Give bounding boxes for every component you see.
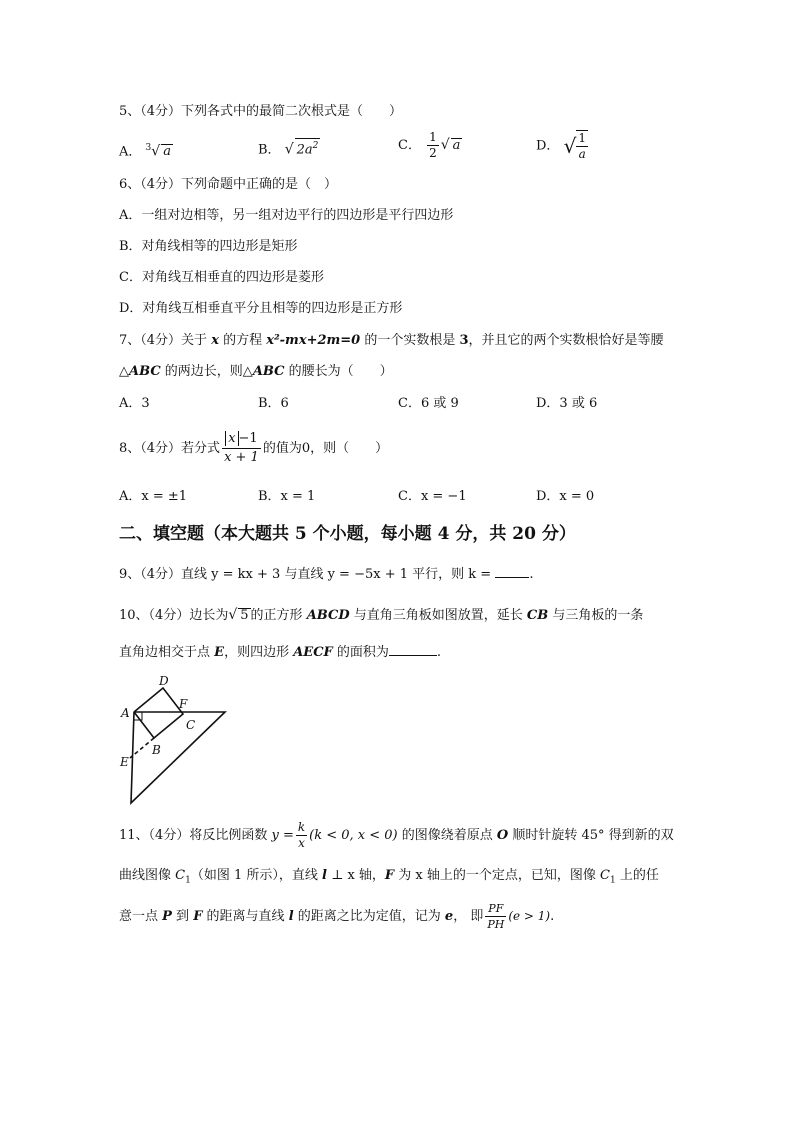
radical-sign: √ — [151, 143, 161, 160]
section-heading: 二、填空题（本大题共 5 个小题，每小题 4 分，共 20 分） — [119, 524, 576, 544]
q5-option-d: D． √ $\frac{1}{a}$ — [536, 131, 586, 161]
radical-sign: √ — [440, 137, 450, 153]
q10-stem-line2: 直角边相交于点 E，则四边形 AECF 的面积为 . — [119, 645, 442, 660]
q6-number: 6、（4分） — [119, 177, 182, 192]
q6-option-d: D．对角线互相垂直平分且相等的四边形是正方形 — [119, 301, 403, 316]
square-abcd — [134, 688, 183, 738]
label-b: B — [152, 743, 161, 757]
q8-option-c: C．x = −1 — [398, 489, 467, 504]
q6-option-c: C．对角线互相垂直的四边形是菱形 — [119, 270, 324, 285]
q6-text: 下列命题中正确的是（ ） — [181, 177, 338, 192]
q5-b-radicand: 2a — [296, 142, 313, 158]
q7-stem-line1: 7、（4分）关于 x 的方程 x²-mx+2m=0 的一个实数根是 3，并且它的两个实数根恰好是等腰 — [119, 333, 664, 348]
label-f: F — [179, 697, 188, 711]
q5-a-radicand: a — [163, 144, 171, 160]
q7-equation: x²-mx+2m=0 — [266, 333, 361, 348]
q10-radicand: 5 — [240, 608, 249, 623]
label-c: C — [186, 718, 196, 732]
q5-d-fraction: $\frac{1}{a}$ — [578, 131, 586, 161]
q8-option-d: D．x = 0 — [536, 489, 595, 504]
q7-option-c: C．6 或 9 — [398, 396, 459, 411]
q8-stem: 8、（4分）若分式 $\frac{x -1}{x + 1}$ 的值为0，则（ ） — [119, 431, 389, 465]
label-d: D — [159, 674, 169, 688]
q7-option-d: D．3 或 6 — [536, 396, 598, 411]
q6-option-b: B．对角线相等的四边形是矩形 — [119, 239, 298, 254]
radical-sign: √ — [284, 141, 294, 158]
radical-sign: √ — [228, 607, 238, 623]
q10-answer-blank[interactable] — [389, 655, 437, 656]
q11-ratio-fraction: $\frac{PF}{PH}$ — [487, 902, 505, 931]
q11-stem-line3: 意一点 P 到 F 的距离与直线 l 的距离之比为定值，记为 e， 即 $\frac{PF}{PH}$ (e > 1). — [119, 902, 555, 931]
q5-c-fraction: $\frac{1}{2}$ — [429, 130, 437, 160]
q7-option-b: B．6 — [258, 396, 289, 411]
q8-option-a: A．x = ±1 — [119, 489, 188, 504]
q7-stem-line2: △ABC 的两边长，则△ABC 的腰长为（ ） — [119, 364, 393, 379]
label-e: E — [120, 755, 129, 769]
label-a: A — [121, 706, 130, 720]
q5-option-c: C． $\frac{1}{2}$ √ a — [398, 130, 461, 160]
q6-stem — [119, 175, 337, 195]
q11-stem-line1: 11、（4分）将反比例函数 y = $\frac{k}{x}$ (k < 0, x < 0) 的图像绕着原点 O 顺时针旋转 45° 得到新的双 — [119, 820, 674, 850]
q11-stem-line2: 曲线图像 $C_1$（如图 1 所示），直线 l ⊥ x 轴，F 为 x 轴上的一个定点，已知，图像 $C_1$ 上的任 — [119, 868, 659, 886]
q5-stem — [119, 102, 402, 122]
q5-b-exponent: 2 — [312, 141, 319, 151]
q5-number: 5、（4分） — [119, 104, 182, 119]
q9-answer-blank[interactable] — [495, 577, 529, 578]
q10-stem-line1: 10、（4分）边长为√ 5 的正方形 ABCD 与直角三角板如图放置，延长 CB 与三角板的一条 — [119, 607, 644, 623]
radical-sign: √ — [563, 134, 577, 158]
q9-stem: 9、（4分）直线 y = kx + 3 与直线 y = −5x + 1 平行，则 k = . — [119, 567, 534, 582]
q5-option-b: B． √ $2a^2$ — [258, 138, 320, 160]
q5-c-radicand: a — [452, 138, 461, 153]
q5-text: 下列各式中的最简二次根式是（ ） — [181, 104, 403, 119]
q8-fraction: $\frac{x -1}{x + 1}$ — [224, 431, 259, 465]
q8-option-b: B．x = 1 — [258, 489, 316, 504]
q5-a-index: 3 — [145, 143, 152, 153]
q10-figure — [117, 670, 233, 806]
q7-option-a: A．3 — [119, 396, 150, 411]
q11-fraction: $\frac{k}{x}$ — [297, 820, 306, 850]
q5-option-a: A． $^3$√ a — [119, 143, 171, 160]
q6-option-a: A．一组对边相等，另一组对边平行的四边形是平行四边形 — [119, 208, 454, 223]
